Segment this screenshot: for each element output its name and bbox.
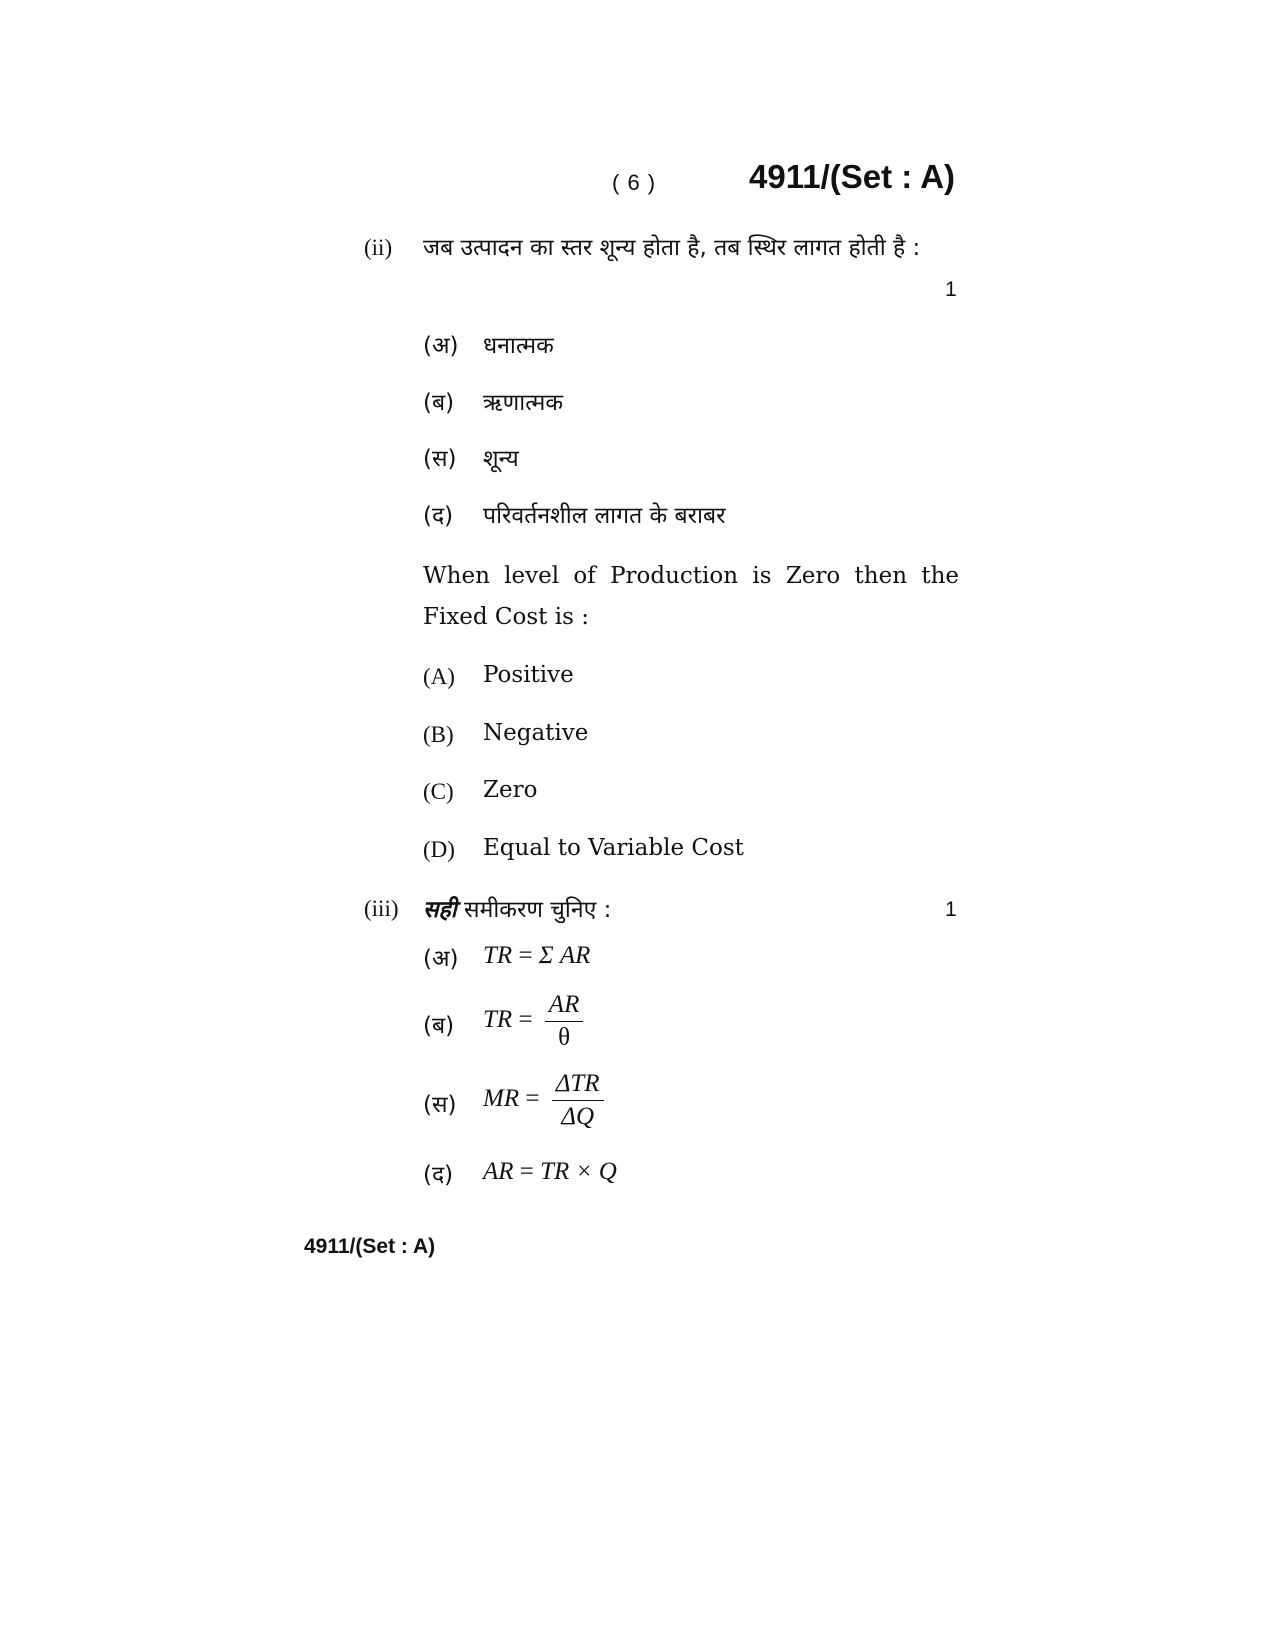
equation-lhs: TR bbox=[483, 942, 513, 969]
question-number: (ii) bbox=[364, 235, 393, 260]
fraction-numerator: AR bbox=[545, 991, 584, 1022]
option-text: धनात्मक bbox=[483, 333, 554, 359]
question-text-rest: समीकरण चुनिए : bbox=[464, 897, 612, 923]
question-marks: 1 bbox=[945, 898, 957, 921]
option-label: (A) bbox=[423, 664, 455, 689]
equation-rhs: TR × Q bbox=[540, 1158, 617, 1185]
equals-sign: = bbox=[518, 1006, 533, 1034]
option-label: (स) bbox=[423, 446, 457, 472]
equation bbox=[483, 1070, 604, 1131]
option-label: (ब) bbox=[423, 1013, 455, 1039]
equation-lhs: TR bbox=[483, 1006, 513, 1034]
question-text-english: When level of Production is Zero then the Fixed Cost is : bbox=[423, 563, 959, 630]
option-text: Negative bbox=[483, 720, 589, 746]
equation bbox=[483, 942, 590, 970]
equation bbox=[483, 991, 583, 1052]
equation-lhs: MR bbox=[483, 1085, 520, 1113]
equation-lhs: AR bbox=[483, 1158, 514, 1185]
option-label: (द) bbox=[423, 1162, 454, 1188]
option-label: (अ) bbox=[423, 333, 459, 359]
option-text: ऋणात्मक bbox=[483, 390, 564, 416]
equals-sign: = bbox=[525, 1085, 540, 1113]
equals-sign: = bbox=[519, 1158, 534, 1185]
fraction-denominator: ΔQ bbox=[561, 1103, 595, 1130]
paper-code-footer: 4911/(Set : A) bbox=[304, 1235, 436, 1258]
question-text-hindi bbox=[423, 892, 611, 924]
option-label: (B) bbox=[423, 722, 454, 747]
option-text: शून्य bbox=[483, 446, 519, 472]
question-number: (iii) bbox=[364, 896, 399, 921]
fraction bbox=[552, 1070, 604, 1131]
equals-sign: = bbox=[518, 942, 533, 969]
equation bbox=[483, 1158, 617, 1186]
page-number: ( 6 ) bbox=[612, 170, 657, 195]
option-label: (अ) bbox=[423, 946, 459, 972]
option-label: (D) bbox=[423, 837, 455, 862]
fraction-denominator: θ bbox=[558, 1024, 571, 1051]
equation-rhs: Σ AR bbox=[538, 942, 591, 969]
option-text: Equal to Variable Cost bbox=[483, 835, 744, 861]
option-text: Zero bbox=[483, 777, 538, 803]
paper-code-header: 4911/(Set : A) bbox=[749, 158, 956, 195]
question-marks: 1 bbox=[945, 278, 957, 301]
option-label: (स) bbox=[423, 1092, 457, 1118]
question-text-hindi: जब उत्पादन का स्तर शून्य होता है, तब स्थिर लागत होती है : bbox=[423, 235, 921, 261]
fraction-numerator: ΔTR bbox=[552, 1070, 604, 1101]
fraction bbox=[545, 991, 584, 1052]
option-label: (द) bbox=[423, 503, 454, 529]
option-text: परिवर्तनशील लागत के बराबर bbox=[483, 503, 726, 529]
option-label: (C) bbox=[423, 779, 454, 804]
option-text: Positive bbox=[483, 662, 574, 688]
emphasis-word: सही bbox=[423, 897, 457, 923]
option-label: (ब) bbox=[423, 390, 455, 416]
